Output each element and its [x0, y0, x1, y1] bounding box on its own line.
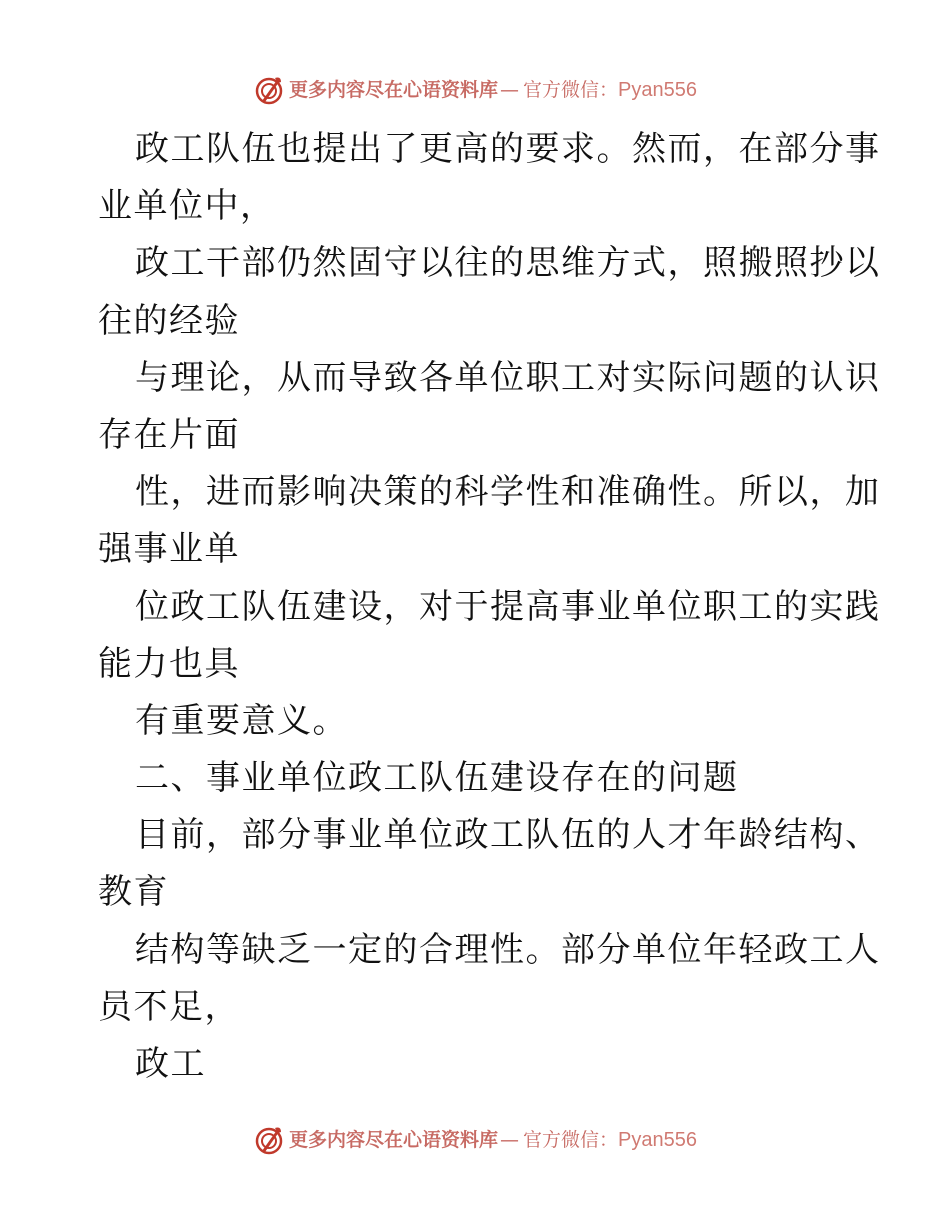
- text-line: 目前，部分事业单位政工队伍的人才年龄结构、: [135, 815, 881, 856]
- text-line: 政工: [135, 1044, 206, 1084]
- text-line: 政工队伍也提出了更高的要求。然而，在部分事: [135, 129, 881, 169]
- logo-icon: [253, 1124, 285, 1156]
- banner-brand-text: 更多内容尽在心语资料库: [289, 1128, 499, 1151]
- text-line: 强事业单: [98, 529, 240, 570]
- text-line: 政工干部仍然固守以往的思维方式，照搬照抄以: [135, 243, 881, 284]
- banner-separator: —: [500, 1128, 520, 1151]
- header-banner: [0, 70, 950, 110]
- footer-banner: [0, 1120, 950, 1160]
- text-line: 位政工队伍建设，对于提高事业单位职工的实践: [135, 586, 881, 627]
- banner-wechat-label: 官方微信：: [523, 1128, 619, 1151]
- text-line: 业单位中，: [98, 186, 276, 227]
- text-line: 能力也具: [98, 643, 240, 684]
- text-line: 教育: [98, 872, 169, 913]
- text-line: 与理论，从而导致各单位职工对实际问题的认识: [135, 357, 881, 398]
- text-line: 有重要意义。: [135, 700, 348, 741]
- text-line: 员不足，: [98, 986, 240, 1027]
- logo-icon: [253, 74, 285, 106]
- banner-wechat-label: 官方微信：: [523, 78, 619, 101]
- document-body: [98, 121, 881, 1093]
- text-line: 存在片面: [98, 414, 240, 455]
- section-heading: 二、事业单位政工队伍建设存在的问题: [135, 758, 739, 799]
- text-line: 结构等缺乏一定的合理性。部分单位年轻政工人: [135, 929, 881, 970]
- banner-wechat-id: Pyan556: [618, 1129, 697, 1151]
- banner-brand-text: 更多内容尽在心语资料库: [289, 78, 499, 101]
- banner-separator: —: [500, 78, 520, 101]
- text-line: 性，进而影响决策的科学性和准确性。所以，加: [135, 472, 881, 513]
- text-line: 往的经验: [98, 300, 240, 341]
- banner-wechat-id: Pyan556: [618, 79, 697, 101]
